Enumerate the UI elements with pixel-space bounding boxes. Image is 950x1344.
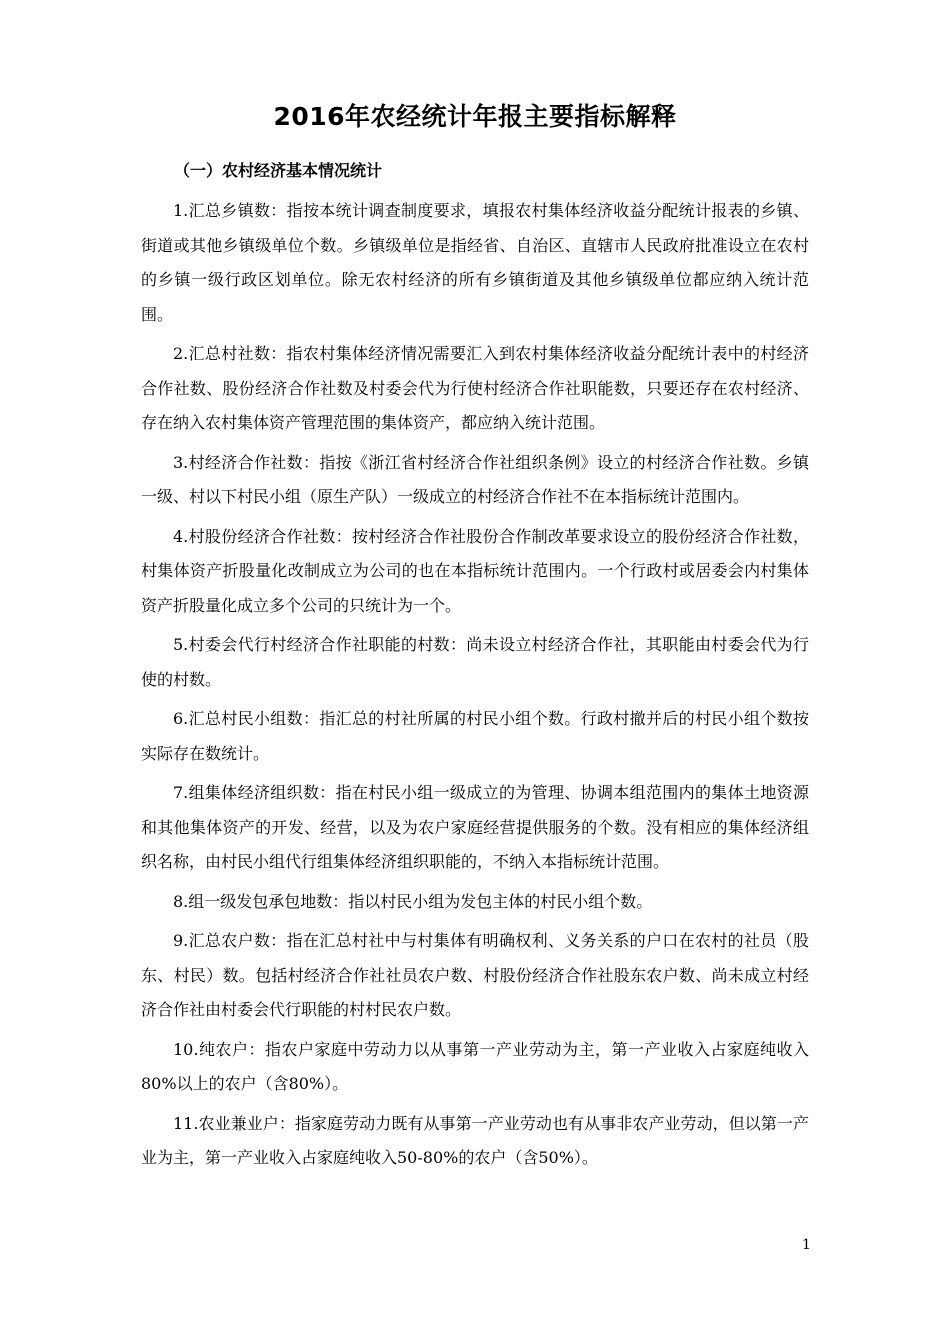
body-content [141,194,809,1181]
paragraph-5: 5.村委会代行村经济合作社职能的村数：尚未设立村经济合作社，其职能由村委会代为行使的村数。 [141,635,809,689]
paragraph-7: 7.组集体经济组织数：指在村民小组一级成立的为管理、协调本组范围内的集体土地资源和其他集体资产的开发、经营，以及为农户家庭经营提供服务的个数。没有相应的集体经济组织名称，由村民小组代行组集体经济组织职能的，不纳入本指标统计范围。 [141,783,809,871]
paragraph-9: 9.汇总农户数：指在汇总村社中与村集体有明确权利、义务关系的户口在农村的社员（股东、村民）数。包括村经济合作社社员农户数、村股份经济合作社股东农户数、尚未成立村经济合作社由村委会代行职能的村村民农户数。 [141,931,809,1019]
paragraph-10: 10.纯农户：指农户家庭中劳动力以从事第一产业劳动为主，第一产业收入占家庭纯收入80%以上的农户（含80%）。 [141,1039,809,1093]
paragraph-2: 2.汇总村社数：指农村集体经济情况需要汇入到农村集体经济收益分配统计表中的村经济合作社数、股份经济合作社数及村委会代为行使村经济合作社职能数，只要还存在农村经济、存在纳入农村集体资产管理范围的集体资产，都应纳入统计范围。 [141,344,809,432]
section-heading: （一）农村经济基本情况统计 [174,161,383,180]
paragraph-3: 3.村经济合作社数：指按《浙江省村经济合作社组织条例》设立的村经济合作社数。乡镇一级、村以下村民小组（原生产队）一级成立的村经济合作社不在本指标统计范围内。 [141,452,809,506]
paragraph-8: 8.组一级发包承包地数：指以村民小组为发包主体的村民小组个数。 [173,891,653,911]
page-title: 2016年农经统计年报主要指标解释 [273,102,677,131]
paragraph-11: 11.农业兼业户：指家庭劳动力既有从事第一产业劳动也有从事非农产业劳动，但以第一产业为主，第一产业收入占家庭纯收入50-80%的农户（含50%）。 [141,1113,809,1167]
paragraph-4: 4.村股份经济合作社数：按村经济合作社股份合作制改革要求设立的股份经济合作社数，村集体资产折股量化改制成立为公司的也在本指标统计范围内。一个行政村或居委会内村集体资产折股量化成立多个公司的只统计为一个。 [141,526,809,615]
paragraph-1: 1.汇总乡镇数：指按本统计调查制度要求，填报农村集体经济收益分配统计报表的乡镇、街道或其他乡镇级单位个数。乡镇级单位是指经省、自治区、直辖市人民政府批准设立在农村的乡镇一级行政区划单位。除无农村经济的所有乡镇街道及其他乡镇级单位都应纳入统计范围。 [141,201,809,324]
paragraph-6: 6.汇总村民小组数：指汇总的村社所属的村民小组个数。行政村撤并后的村民小组个数按实际存在数统计。 [141,709,809,763]
page-number: 1 [802,1237,811,1253]
